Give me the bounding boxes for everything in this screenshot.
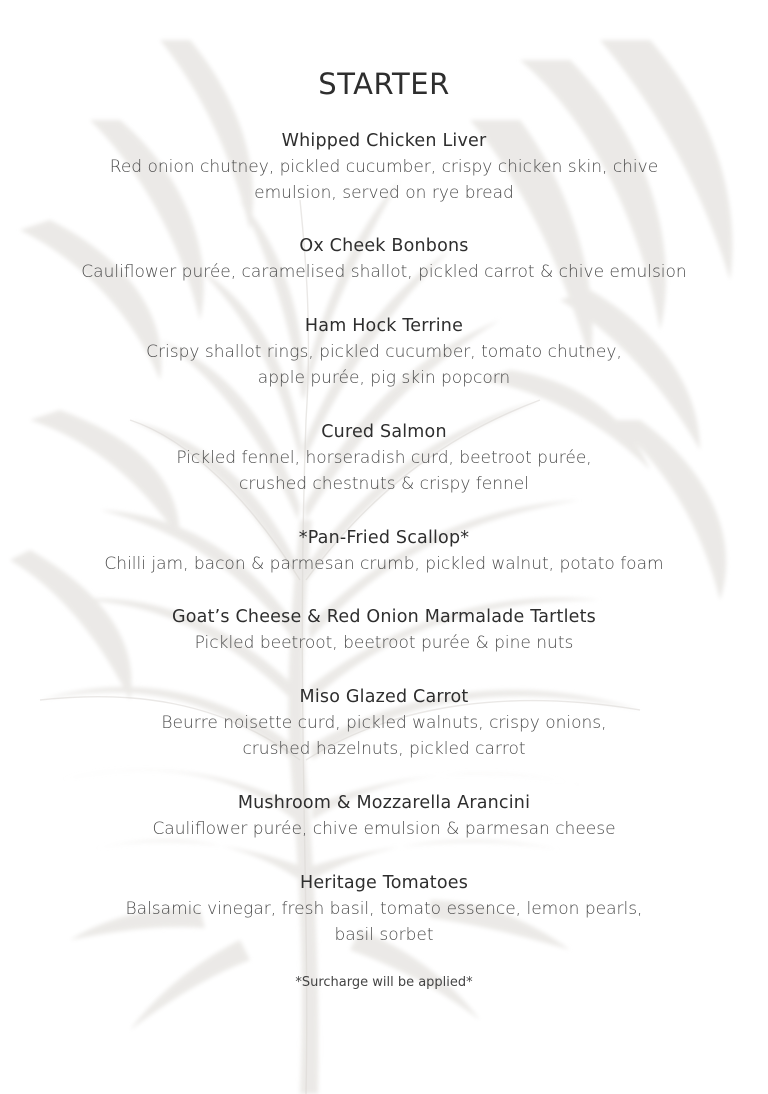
dish-description: Chilli jam, bacon & parmesan crumb, pickled walnut, potato foam [104, 554, 664, 574]
surcharge-note: *Surcharge will be applied* [295, 975, 473, 990]
dish-description: Cauliflower purée, chive emulsion & parmesan cheese [152, 819, 616, 839]
menu-item-ox-cheek-bonbons [0, 233, 768, 285]
dish-description: Beurre noisette curd, pickled walnuts, crispy onions, crushed hazelnuts, pickled carrot [161, 713, 607, 759]
menu-item-goats-cheese-tartlets [0, 604, 768, 656]
dish-name: Ox Cheek Bonbons [299, 236, 469, 256]
menu-item-cured-salmon [0, 419, 768, 497]
dish-name: Mushroom & Mozzarella Arancini [237, 793, 531, 813]
dish-name: Heritage Tomatoes [299, 873, 469, 893]
dish-description: Pickled beetroot, beetroot purée & pine nuts [194, 633, 574, 653]
menu-item-heritage-tomatoes [0, 870, 768, 948]
menu-item-mushroom-mozzarella-arancini [0, 790, 768, 842]
menu-item-miso-glazed-carrot [0, 684, 768, 762]
dish-name: Goat’s Cheese & Red Onion Marmalade Tartlets [172, 607, 596, 627]
menu-item-ham-hock-terrine [0, 313, 768, 391]
dish-name: Whipped Chicken Liver [281, 131, 487, 151]
section-title: STARTER [318, 67, 450, 101]
dish-description: Crispy shallot rings, pickled cucumber, tomato chutney, apple purée, pig skin popcorn [146, 342, 622, 388]
dish-description: Cauliflower purée, caramelised shallot, pickled carrot & chive emulsion [81, 262, 687, 282]
menu-item-whipped-chicken-liver [0, 128, 768, 206]
dish-description: Red onion chutney, pickled cucumber, crispy chicken skin, chive emulsion, served on rye bread [109, 157, 659, 203]
dish-name: Cured Salmon [321, 422, 447, 442]
dish-description: Pickled fennel, horseradish curd, beetroot purée, crushed chestnuts & crispy fennel [176, 448, 592, 494]
dish-name: *Pan-Fried Scallop* [298, 528, 470, 548]
dish-name: Miso Glazed Carrot [299, 687, 469, 707]
dish-description: Balsamic vinegar, fresh basil, tomato essence, lemon pearls, basil sorbet [125, 899, 643, 945]
menu-item-pan-fried-scallop [0, 525, 768, 577]
dish-name: Ham Hock Terrine [304, 316, 464, 336]
